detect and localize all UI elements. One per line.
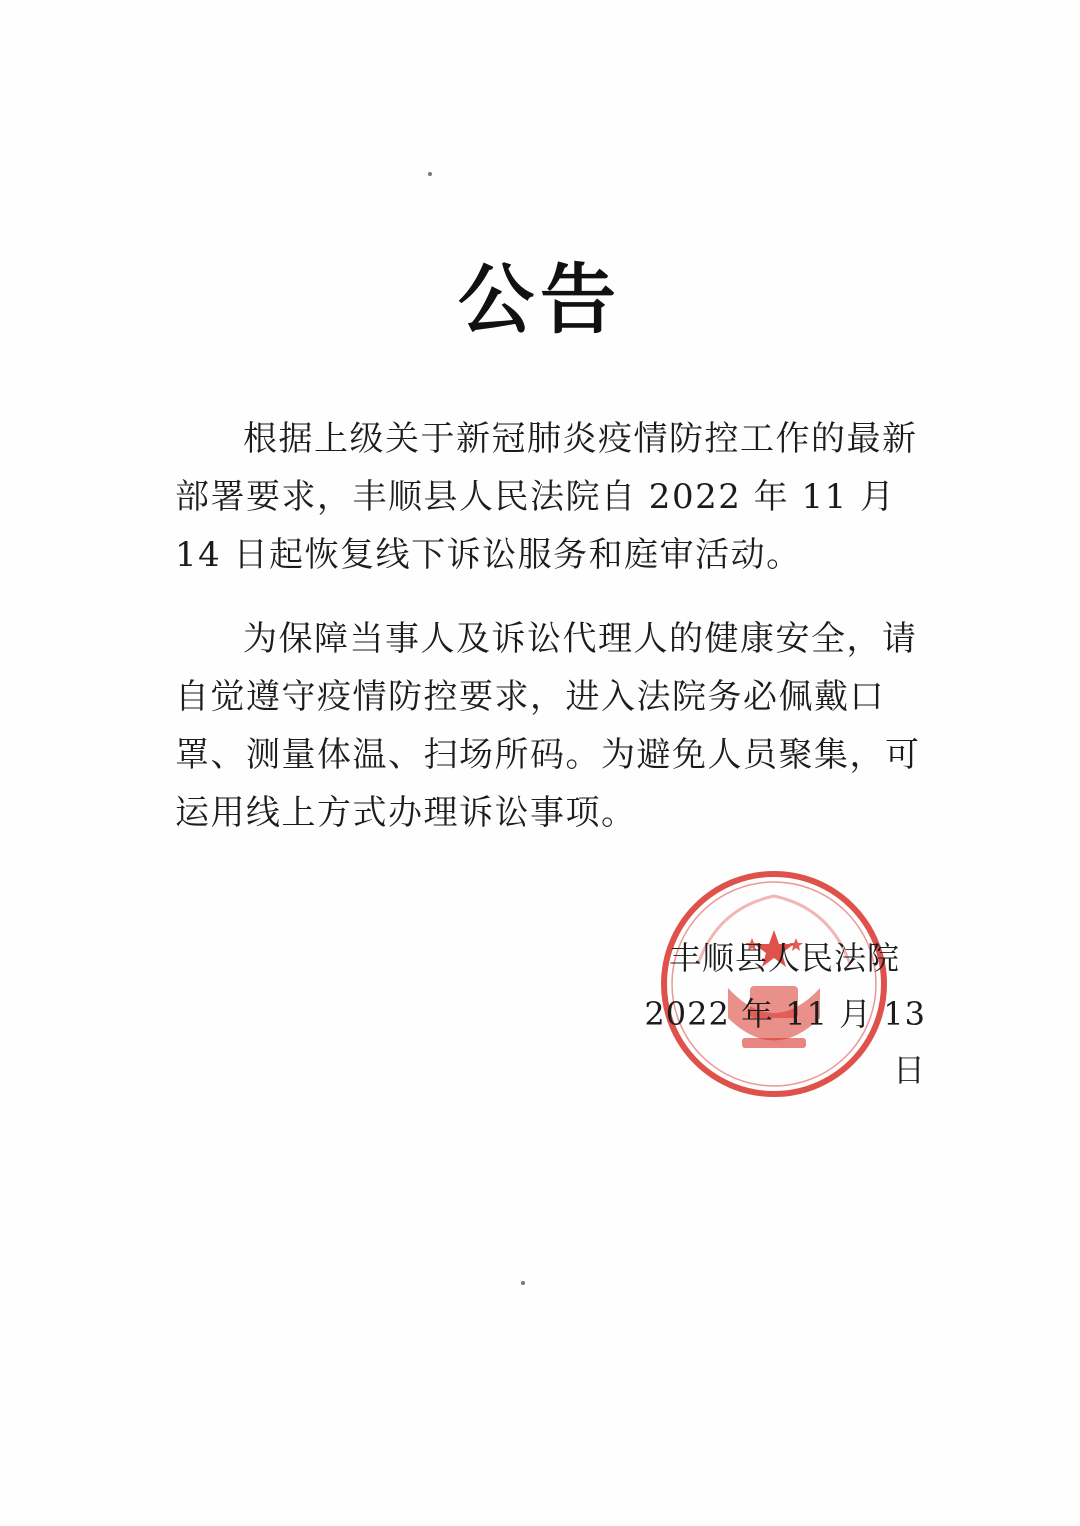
- notice-paragraph: 为保障当事人及诉讼代理人的健康安全，请自觉遵守疫情防控要求，进入法院务必佩戴口罩、测量体温、扫场所码。为避免人员聚集，可运用线上方式办理诉讼事项。: [175, 619, 921, 833]
- notice-title: 公告: [458, 255, 622, 344]
- notice-paragraph: 根据上级关于新冠肺炎疫情防控工作的最新部署要求，丰顺县人民法院自 2022 年 11 月 14 日起恢复线下诉讼服务和庭审活动。: [175, 419, 918, 575]
- scan-speck: [521, 1281, 525, 1285]
- notice-body: [175, 410, 927, 842]
- scan-speck: [428, 172, 432, 176]
- signature-date: 2022 年 11 月 13 日: [644, 995, 926, 1089]
- signature-organization: 丰顺县人民法院: [668, 939, 900, 977]
- signature-block: [640, 930, 930, 1098]
